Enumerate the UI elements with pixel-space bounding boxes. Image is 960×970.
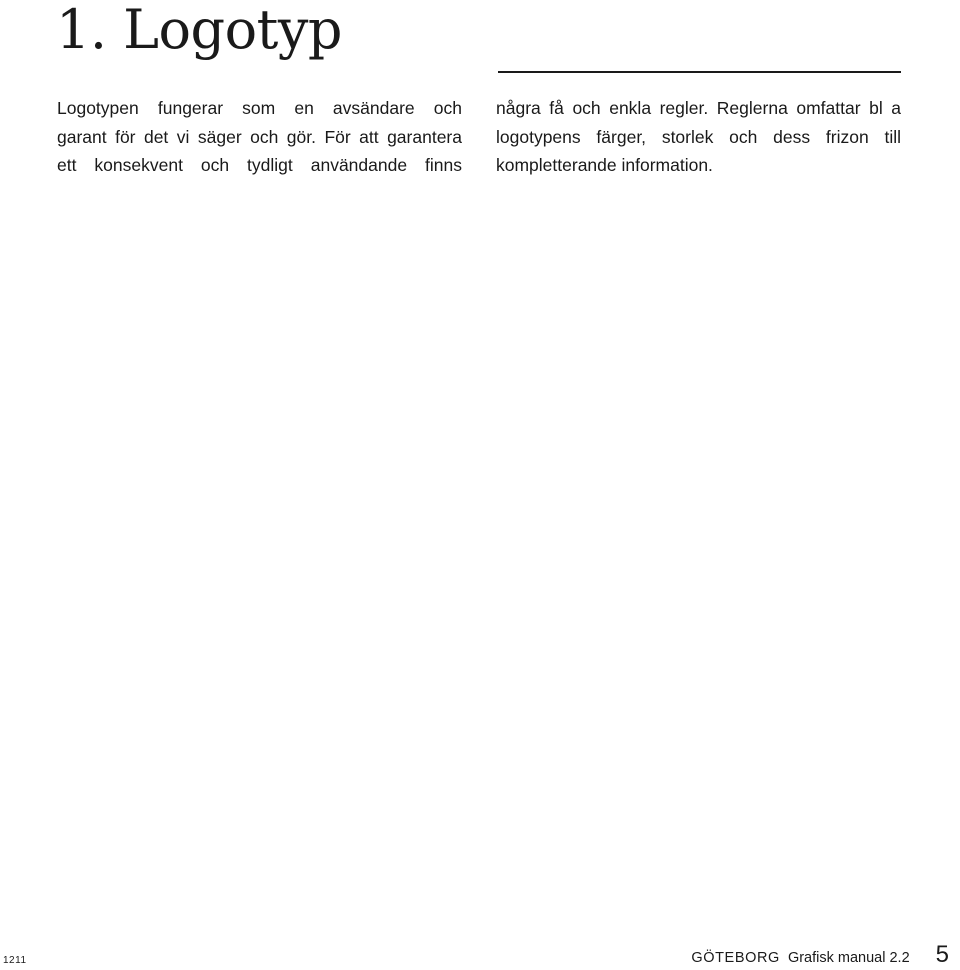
footer	[691, 942, 949, 968]
body-line: kompletterande information.	[496, 155, 713, 175]
body-line: ett konsekvent och tydligt användande finns	[57, 155, 462, 175]
footer-city: GÖTEBORG	[691, 950, 780, 966]
footer-manual-title: Grafisk manual 2.2	[787, 950, 910, 966]
body-line: några få och enkla regler. Reglerna omfattar bl a	[496, 98, 901, 118]
page-title: 1. Logotyp	[56, 0, 342, 61]
body-column-right	[496, 94, 901, 180]
page-number: 5	[935, 941, 949, 968]
header-rule	[498, 71, 901, 73]
body-column-left	[57, 94, 462, 180]
body-line: Logotypen fungerar som en avsändare och	[57, 98, 462, 118]
body-line: logotypens färger, storlek och dess frizon till	[496, 126, 901, 147]
footer-document-code: 1211	[3, 955, 27, 966]
body-line: garant för det vi säger och gör. För att garantera	[57, 126, 462, 147]
